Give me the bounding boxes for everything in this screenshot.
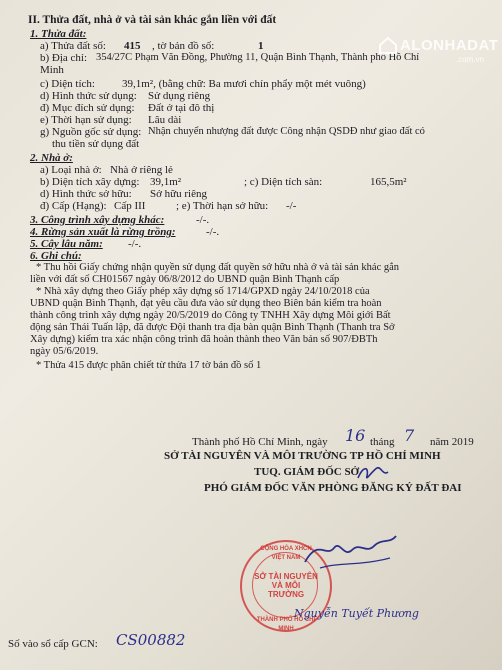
signature-scribble [300, 528, 400, 576]
land-origin-value-cont: thu tiền sử dụng đất [52, 138, 140, 150]
land-purpose-label: đ) Mục đích sử dụng: [40, 102, 135, 114]
land-address-label: b) Địa chỉ: [40, 52, 88, 64]
house-grade-value: Cấp III [114, 200, 146, 212]
stamp-bottom-text: THÀNH PHỐ HỒ CHÍ MINH [256, 617, 316, 632]
initials-mark [355, 462, 391, 484]
note-line: thành công trình xây dựng ngày 20/5/2019 do Công ty TNHH Xây dựng Môi giới Bất [30, 310, 391, 321]
watermark-brand: ALONHADAT [400, 37, 499, 54]
signature-month: 7 [404, 426, 415, 445]
land-parcel-value: 415 [124, 40, 141, 52]
house-floor-area-label: ; c) Diện tích sàn: [244, 176, 323, 188]
land-map-label: , tờ bản đồ số: [152, 40, 215, 52]
land-origin-value: Nhận chuyển nhượng đất được Công nhận QSDĐ như giao đất có [148, 126, 425, 137]
note-line: Xây dựng) kiểm tra xác nhận công trình đã hoàn thành theo Văn bản số 907/ĐBTh [30, 334, 378, 345]
land-term-value: Lâu dài [148, 114, 182, 126]
signature-day: 16 [345, 426, 366, 445]
land-heading: 1. Thửa đất: [30, 28, 87, 40]
watermark-domain: .com.vn [456, 55, 485, 64]
house-logo-icon [378, 35, 398, 55]
land-use-form-value: Sử dụng riêng [148, 90, 211, 102]
note-line: liền với đất số CH01567 ngày 06/8/2012 do UBND quận Bình Thạnh cấp [30, 274, 340, 285]
stamp-center-text: SỞ TÀI NGUYÊN VÀ MÔI TRƯỜNG [254, 572, 318, 599]
note-line: UBND quận Bình Thạnh, đạt yêu cầu đưa vào sử dụng theo Biên bản kiểm tra hoàn [30, 298, 382, 309]
land-term-label: e) Thời hạn sử dụng: [40, 114, 132, 126]
house-ownership-value: Sở hữu riêng [150, 188, 207, 200]
note-line: * Thu hồi Giấy chứng nhận quyền sử dụng đất quyền sở hữu nhà ở và tài sản khác gắn [36, 262, 400, 273]
house-type-label: a) Loại nhà ở: [40, 164, 102, 176]
land-purpose-value: Đất ở tại đô thị [148, 102, 215, 114]
signer-name: Nguyễn Tuyết Phương [294, 607, 419, 620]
perennial-value: -/-. [128, 238, 142, 250]
land-origin-label: g) Nguồn gốc sử dụng: [40, 126, 142, 138]
house-heading: 2. Nhà ở: [30, 152, 73, 164]
land-map-value: 1 [258, 40, 264, 52]
house-grade-label: đ) Cấp (Hạng): [40, 200, 107, 212]
house-floor-area-value: 165,5m² [370, 176, 407, 188]
land-area-value: 39,1m², (bằng chữ: Ba mươi chín phẩy một mét vuông) [122, 78, 366, 90]
signature-tuq: TUQ. GIÁM ĐỐC SỞ [254, 466, 360, 478]
land-parcel-label: a) Thửa đất số: [40, 40, 106, 52]
house-term-label: ; e) Thời hạn sở hữu: [176, 200, 269, 212]
forest-heading: 4. Rừng sản xuất là rừng trồng: [30, 226, 176, 238]
land-area-label: c) Diện tích: [40, 78, 95, 90]
house-ownership-label: d) Hình thức sở hữu: [40, 188, 132, 200]
perennial-heading: 5. Cây lâu năm: [30, 238, 103, 250]
other-works-value: -/-. [196, 214, 210, 226]
notes-heading: 6. Ghi chú: [30, 250, 82, 262]
forest-value: -/-. [206, 226, 220, 238]
house-term-value: -/- [286, 200, 297, 212]
signature-year: năm 2019 [430, 436, 474, 448]
signature-date-prefix: Thành phố Hồ Chí Minh, ngày [192, 436, 328, 448]
signature-deputy-title: PHÓ GIÁM ĐỐC VĂN PHÒNG ĐĂNG KÝ ĐẤT ĐAI [204, 482, 462, 494]
land-use-form-label: d) Hình thức sử dụng: [40, 90, 137, 102]
note-line: ngày 05/6/2019. [30, 346, 99, 357]
other-works-heading: 3. Công trình xây dựng khác: [30, 214, 165, 226]
register-label: Số vào sổ cấp GCN: [8, 638, 98, 650]
register-value: CS00882 [116, 631, 186, 649]
signature-month-label: tháng [370, 436, 395, 448]
land-address-value-cont: Minh [40, 64, 64, 76]
signature-org: SỞ TÀI NGUYÊN VÀ MÔI TRƯỜNG TP HỒ CHÍ MINH [164, 450, 441, 462]
stamp-ring-text: CỘNG HÒA XHCN VIỆT NAM [260, 546, 312, 561]
note-line: * Thửa 415 được phân chiết từ thửa 17 tờ bản đồ số 1 [36, 360, 262, 371]
section-title: II. Thửa đất, nhà ở và tài sản khác gắn liền với đất [28, 14, 277, 26]
house-footprint-value: 39,1m² [150, 176, 182, 188]
house-type-value: Nhà ở riêng lẻ [110, 164, 173, 176]
note-line: động sản Thái Tuấn lập, đã được Đội thanh tra địa bàn quận Bình Thạnh (Thanh tra Sở [30, 322, 395, 333]
note-line: * Nhà xây dựng theo Giấy phép xây dựng số 1714/GPXD ngày 24/10/2018 của [36, 286, 370, 297]
land-address-value: 354/27C Phạm Văn Đồng, Phường 11, Quận Bình Thạnh, Thành phố Hồ Chí [96, 52, 420, 63]
house-footprint-label: b) Diện tích xây dựng: [40, 176, 140, 188]
